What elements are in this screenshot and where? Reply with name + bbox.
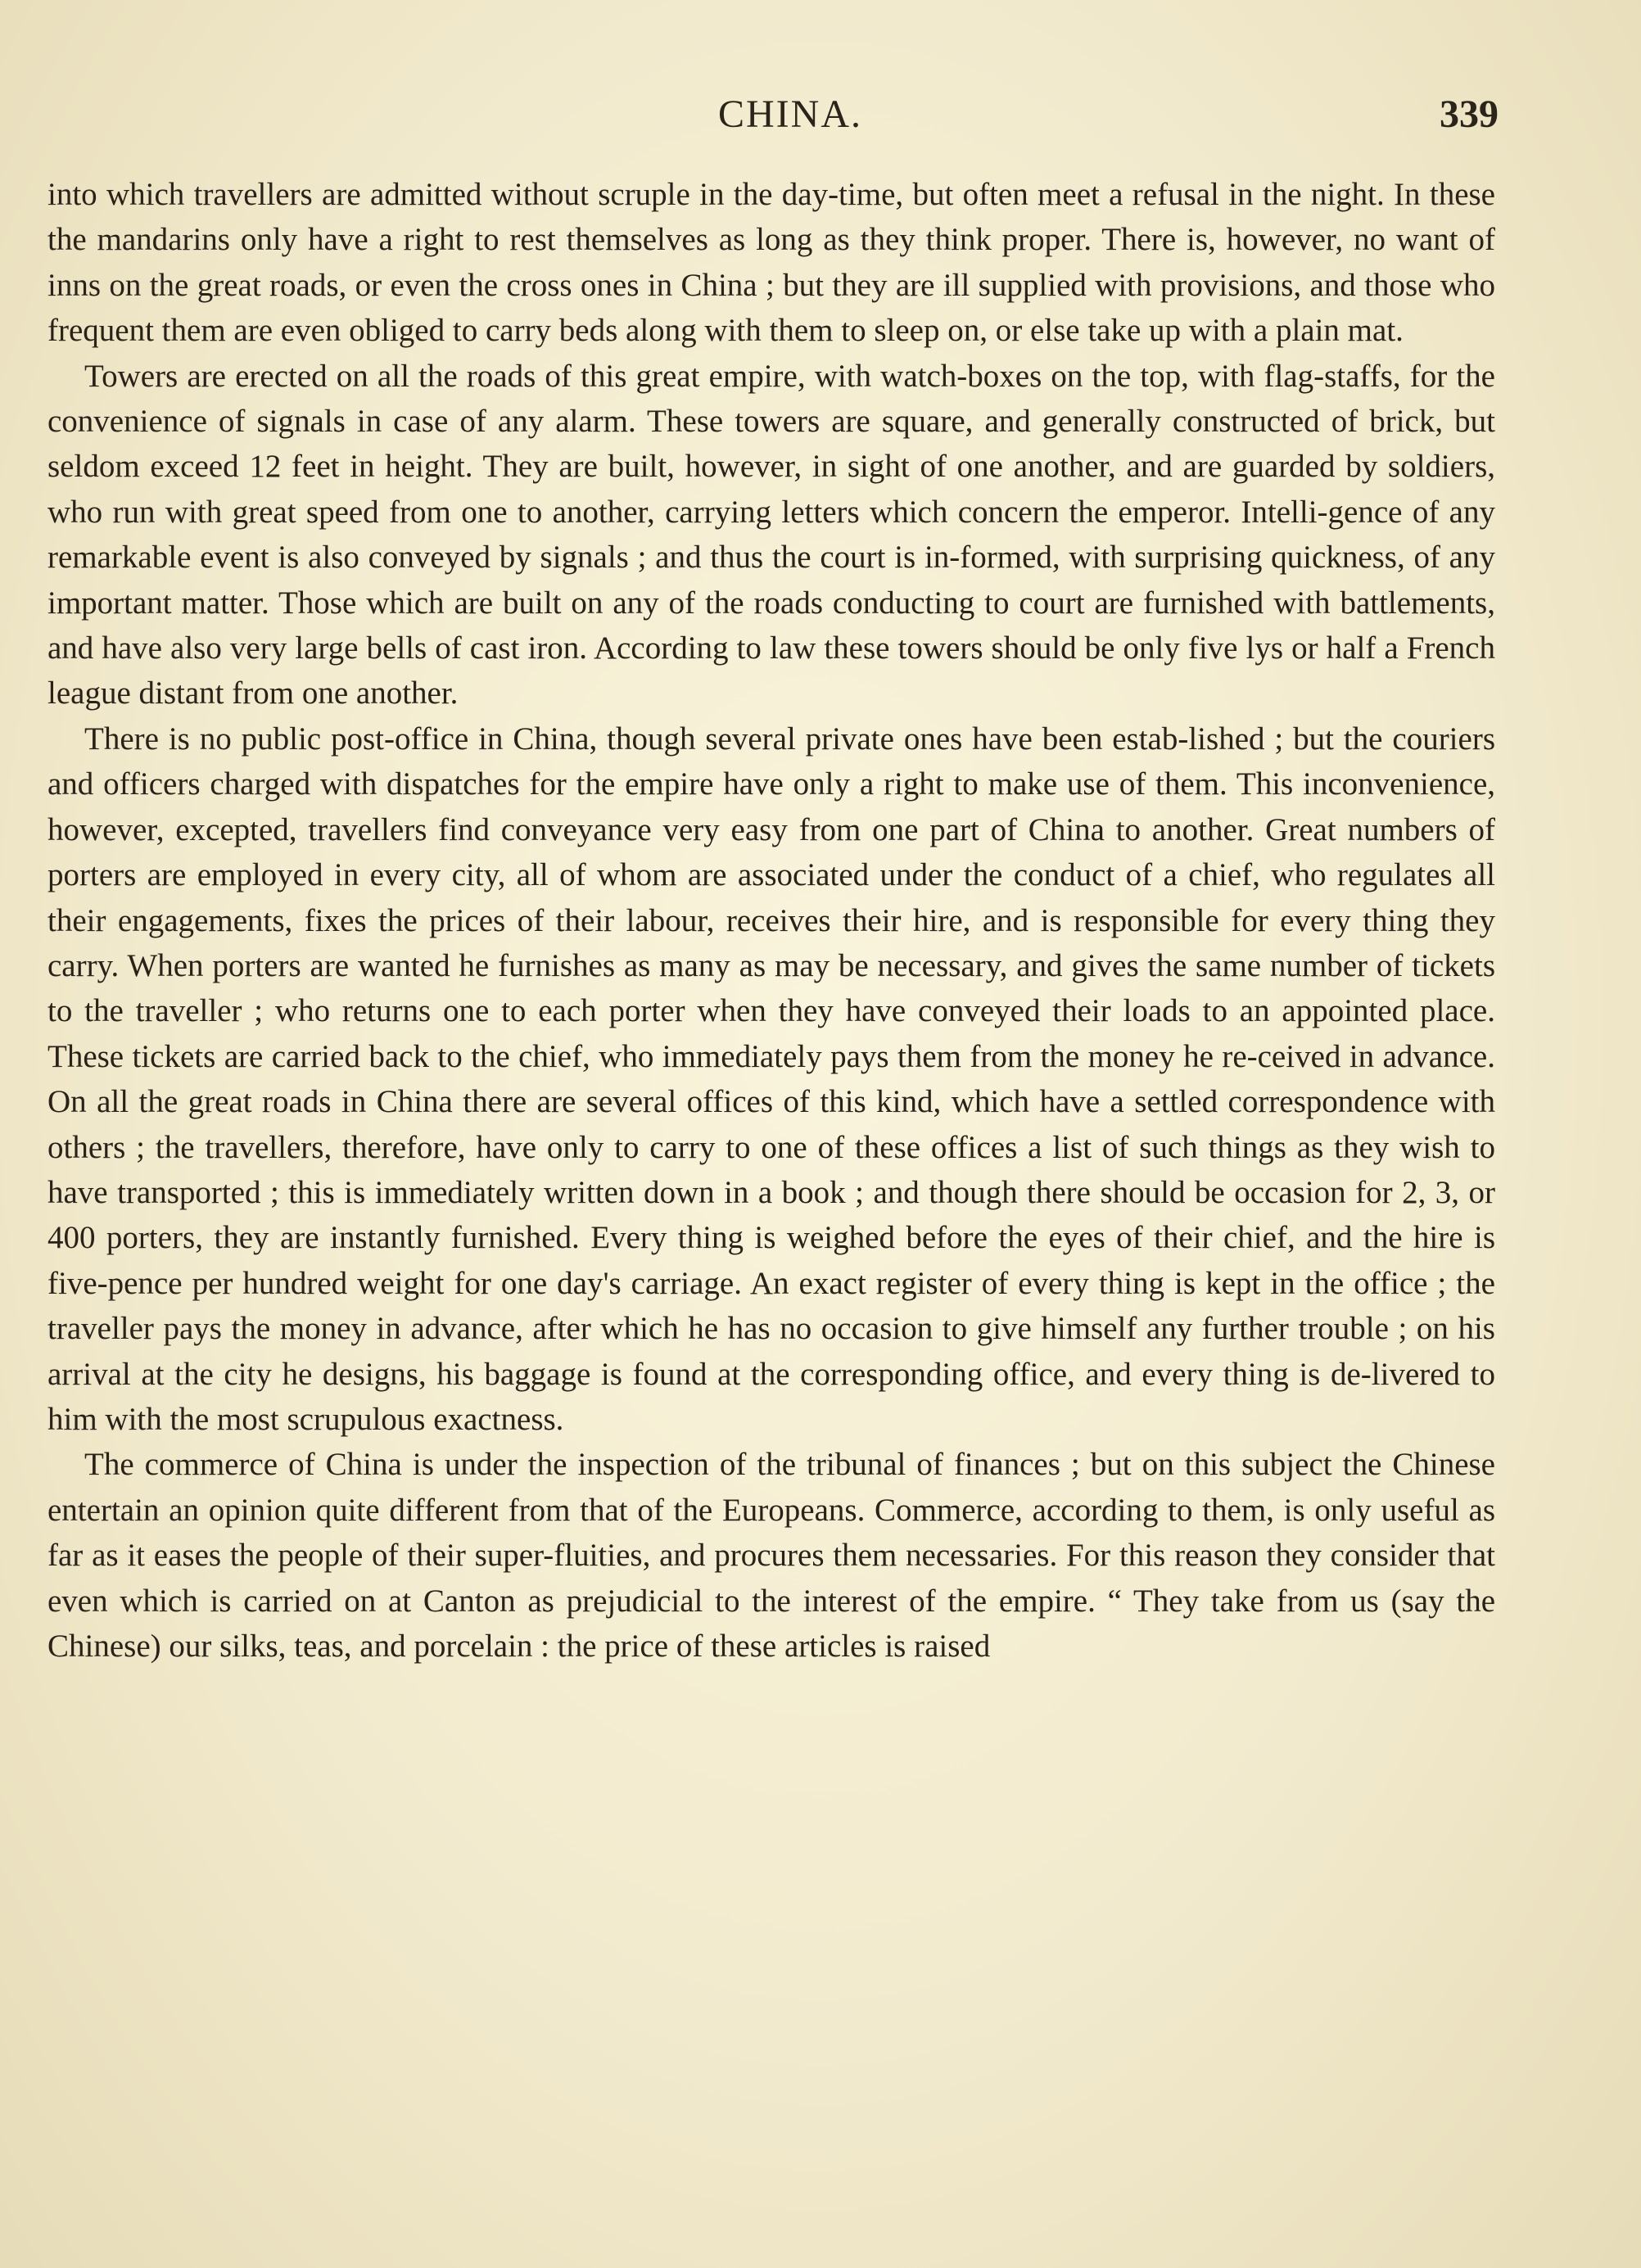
- page-header: [82, 92, 1499, 149]
- paragraph-inns: into which travellers are admitted without scruple in the day-time, but often meet a refusal in the night. In these the mandarins only have a right to rest themselves as long as they think proper. There is, however, no want of inns on the great roads, or even the cross ones in China ; but they are ill supplied with provisions, and those who frequent them are even obliged to carry beds along with them to sleep on, or else take up with a plain mat.: [47, 177, 1495, 349]
- paragraph-commerce: The commerce of China is under the inspection of the tribunal of finances ; but on this subject the Chinese entertain an opinion quite different from that of the Europeans. Commerce, according to them, is only useful as far as it eases the people of their super-fluities, and procures them necessaries. For this reason they consider that even which is carried on at Canton as prejudicial to the interest of the empire. “ They take from us (say the Chinese) our silks, teas, and porcelain : the price of these articles is raised: [47, 1447, 1495, 1664]
- running-title: CHINA.: [718, 93, 862, 136]
- paragraph-post-office: There is no public post-office in China, though several private ones have been estab-lished ; but the couriers and officers charged with dispatches for the empire have only a right to make use of them. This inconvenience, however, excepted, travellers find conveyance very easy from one part of China to another. Great numbers of porters are employed in every city, all of whom are associated under the conduct of a chief, who regulates all their engagements, fixes the prices of their labour, receives their hire, and is responsible for every thing they carry. When porters are wanted he furnishes as many as may be necessary, and gives the same number of tickets to the traveller ; who returns one to each porter when they have conveyed their loads to an appointed place. These tickets are carried back to the chief, who immediately pays them from the money he re-ceived in advance. On all the great roads in China there are several offices of this kind, which have a settled correspondence with others ; the travellers, therefore, have only to carry to one of these offices a list of such things as they wish to have transported ; this is immediately written down in a book ; and though there should be occasion for 2, 3, or 400 porters, they are instantly furnished. Every thing is weighed before the eyes of their chief, and the hire is five-pence per hundred weight for one day's carriage. An exact register of every thing is kept in the office ; the traveller pays the money in advance, after which he has no occasion to give himself any further trouble ; on his arrival at the city he designs, his baggage is found at the corresponding office, and every thing is de-livered to him with the most scrupulous exactness.: [47, 721, 1495, 1437]
- paragraph-towers: Towers are erected on all the roads of this great empire, with watch-boxes on the top, with flag-staffs, for the convenience of signals in case of any alarm. These towers are square, and generally constructed of brick, but seldom exceed 12 feet in height. They are built, however, in sight of one another, and are guarded by soldiers, who run with great speed from one to another, carrying letters which concern the emperor. Intelli-gence of any remarkable event is also conveyed by signals ; and thus the court is in-formed, with surprising quickness, of any important matter. Those which are built on any of the roads conducting to court are furnished with battlements, and have also very large bells of cast iron. According to law these towers should be only five lys or half a French league distant from one another.: [47, 358, 1495, 712]
- body-text: [47, 172, 1495, 1669]
- page-number: 339: [1440, 93, 1499, 136]
